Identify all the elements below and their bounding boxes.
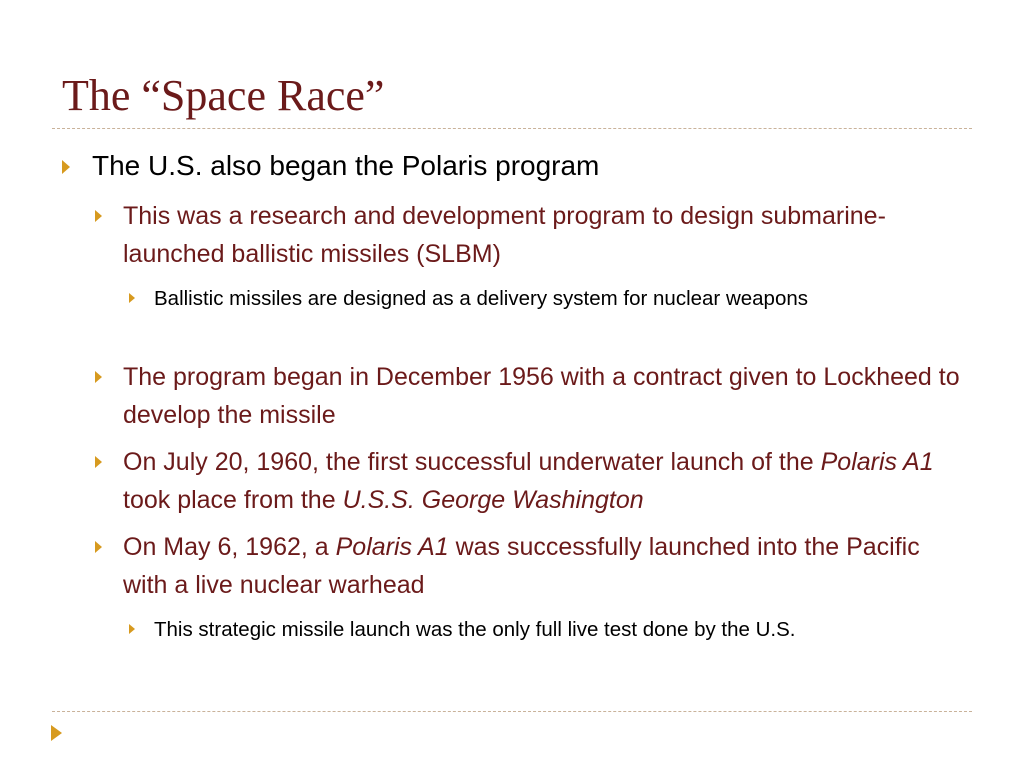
italic-text: U.S.S. George Washington <box>342 486 644 514</box>
bullet-item <box>154 282 954 315</box>
bullet-item <box>123 443 963 519</box>
slide-title: The “Space Race” <box>62 71 385 120</box>
bullet-item <box>123 528 963 604</box>
bullet-item <box>123 358 963 434</box>
bullet-item <box>92 148 972 184</box>
italic-text: Polaris A1 <box>820 448 934 476</box>
bullet-text: Ballistic missiles are designed as a delivery system for nuclear weapons <box>154 287 809 310</box>
footer-divider <box>52 711 972 712</box>
bullet-item <box>154 613 954 646</box>
triangle-right-icon <box>95 541 102 553</box>
bullet-text: On May 6, 1962, a <box>123 533 336 561</box>
triangle-right-icon <box>51 725 62 741</box>
bullet-text: The U.S. also began the Polaris program <box>92 150 600 181</box>
triangle-right-icon <box>129 624 135 634</box>
bullet-text: On July 20, 1960, the first successful underwater launch of the <box>123 448 821 476</box>
italic-text: Polaris A1 <box>335 533 449 561</box>
triangle-right-icon <box>95 371 102 383</box>
triangle-right-icon <box>62 160 70 174</box>
bullet-text: This was a research and development program to design submarine-launched ballistic missiles (SLBM) <box>123 202 886 268</box>
triangle-right-icon <box>95 456 102 468</box>
triangle-right-icon <box>129 293 135 303</box>
bullet-text: The program began in December 1956 with a contract given to Lockheed to develop the missile <box>123 363 960 429</box>
bullet-item <box>123 197 963 273</box>
triangle-right-icon <box>95 210 102 222</box>
bullet-text: took place from the <box>123 486 343 514</box>
bullet-text: This strategic missile launch was the only full live test done by the U.S. <box>154 618 796 641</box>
bullet-text: was successfully launched into the Pacific with a live nuclear warhead <box>123 533 920 599</box>
